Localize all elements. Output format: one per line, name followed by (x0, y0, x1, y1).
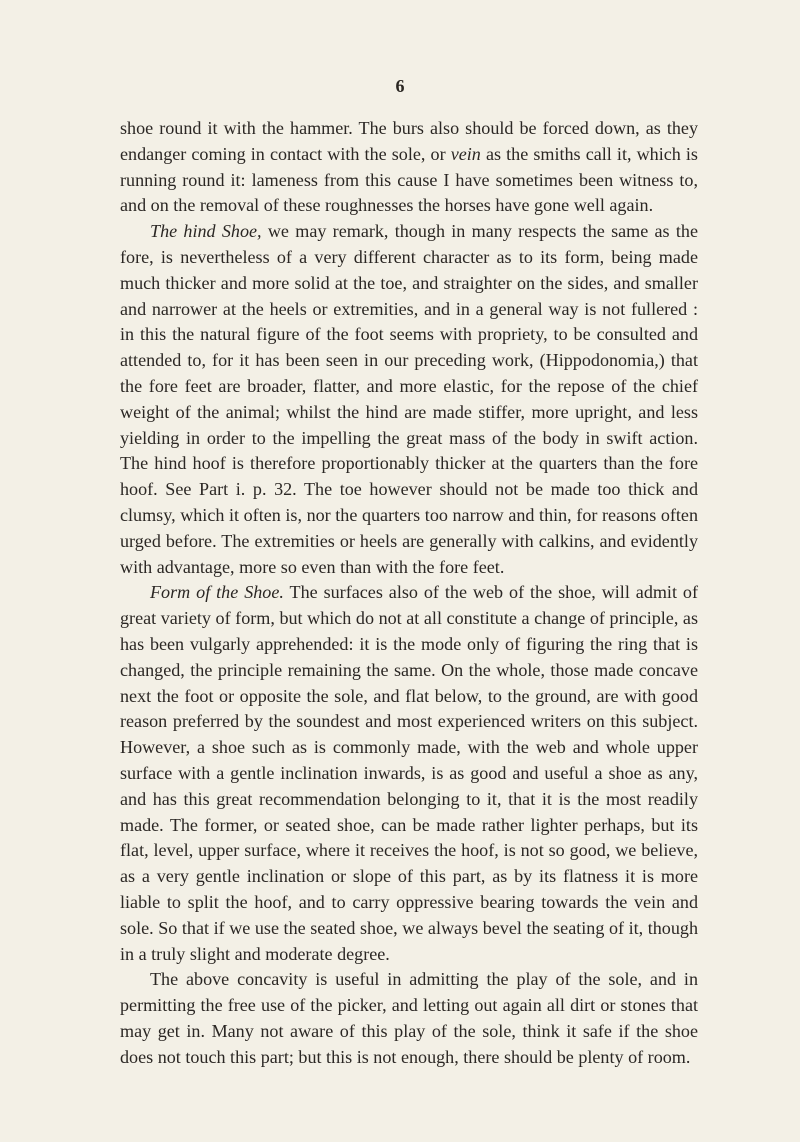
paragraph (120, 116, 698, 219)
body-text (120, 116, 698, 1070)
text-segment: The surfaces also of the web of the shoe, will admit of great variety of form, but which do not at all constitute a change of principle, as has been vulgarly apprehended: it is the mode only of figuring the ring that is changed, the principle remaining the same. On the whole, those made concave next the foot or opposite the sole, and flat below, to the ground, are with good reason preferred by the soundest and most experienced writers on this subject. However, a shoe such as is commonly made, with the web and whole upper surface with a gentle inclination inwards, is as good and useful a shoe as any, and has this great recommendation belonging to it, that it is the most readily made. The former, or seated shoe, can be made rather lighter perhaps, but its flat, level, upper surface, where it receives the hoof, is not so good, we believe, as a very gentle inclination or slope of this part, as by its flatness it is more liable to split the hoof, and to carry oppressive bearing towards the vein and sole. So that if we use the seated shoe, we always bevel the seating of it, though in a truly slight and moderate degree. (120, 582, 698, 964)
section-heading-hind-shoe: The hind Shoe, (150, 221, 262, 242)
page-number: 6 (395, 76, 405, 96)
text-segment: as the smiths call it, which is running round it: lameness from this cause I have sometimes been witness to, and on the removal of these roughnesses the horses have gone well again. (120, 143, 698, 216)
text-segment: The above concavity is useful in admitting the play of the sole, and in permitting the free use of the picker, and letting out again all dirt or stones that may get in. Many not aware of this play of the sole, think it safe if the shoe does not touch this part; but this is not enough, there should be plenty of room. (120, 969, 698, 1067)
text-segment: we may remark, though in many respects the same as the fore, is nevertheless of a very different character as to its form, being made much thicker and more solid at the toe, and straighter on the sides, and smaller and narrower at the heels or extremities, and in a general way is not fullered : in this the natural figure of the foot seems with propriety, to be consulted and attended to, for it has been seen in our preceding work, (Hippodonomia,) that the fore feet are broader, flatter, and more elastic, for the repose of the chief weight of the animal; whilst the hind are made stiffer, more upright, and less yielding in order to the impelling the great mass of the body in swift action. The hind hoof is therefore proportionably thicker at the quarters than the fore hoof. See Part i. p. 32. The toe however should not be made too thick and clumsy, which it often is, nor the quarters too narrow and thin, for reasons often urged before. The extremities or heels are generally with calkins, and evidently with advantage, more so even than with the fore feet. (120, 221, 698, 577)
text-segment: shoe round it with the hammer. The burs also should be forced down, as they endanger coming in contact with the sole, or (120, 118, 698, 164)
paragraph (120, 580, 698, 967)
italic-term: vein (450, 143, 481, 164)
section-heading-form-of-shoe: Form of the Shoe. (150, 582, 284, 603)
paragraph (120, 219, 698, 580)
paragraph (120, 967, 698, 1070)
